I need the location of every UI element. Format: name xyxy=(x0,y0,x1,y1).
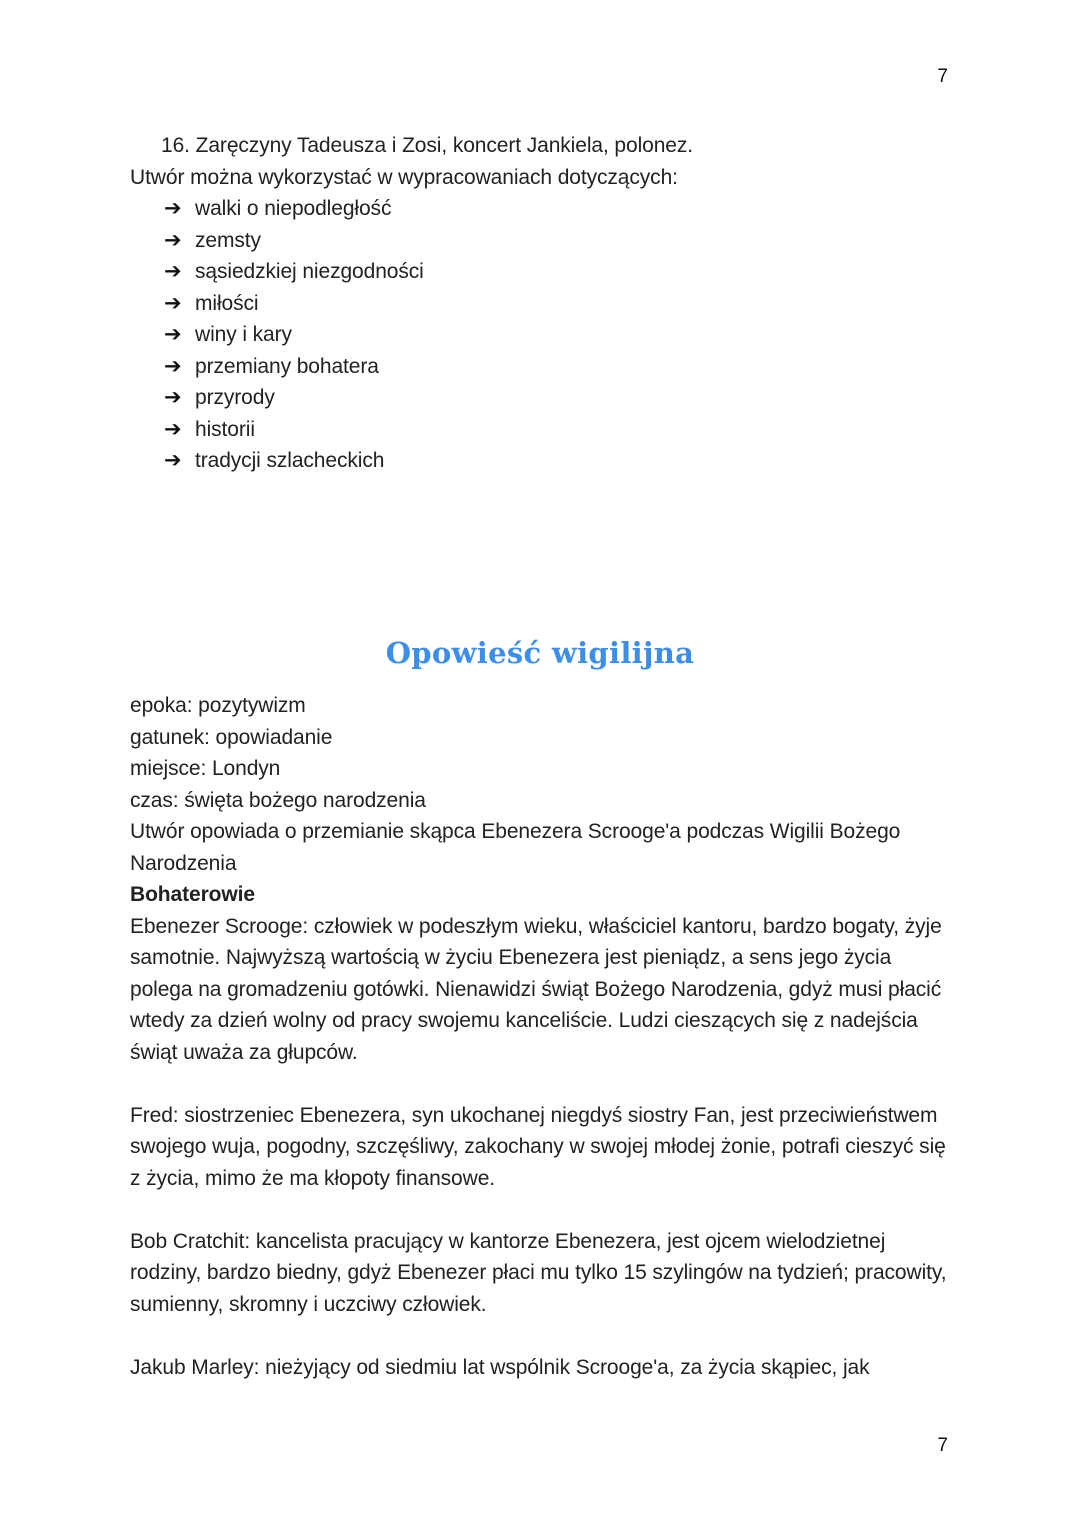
place-line: miejsce: Londyn xyxy=(130,757,281,780)
page-number-top: 7 xyxy=(937,66,948,87)
topic-text: zemsty xyxy=(195,228,261,252)
epoch-line: epoka: pozytywizm xyxy=(130,694,306,717)
genre-line: gatunek: opowiadanie xyxy=(130,725,333,749)
topic-text: historii xyxy=(195,417,255,441)
list-item xyxy=(164,288,950,320)
arrow-right-icon: ➔ xyxy=(164,260,182,283)
arrow-right-icon: ➔ xyxy=(164,417,182,441)
list-item xyxy=(164,319,950,351)
topic-text: przyrody xyxy=(195,386,275,409)
hero-paragraph: Fred: siostrzeniec Ebenezera, syn ukochanej niegdyś siostry Fan, jest przeciwieństwem swojego wuja, pogodny, szczęśliwy, zakochany w swojej młodej żonie, potrafi cieszyć się z życia, mimo że ma kłopoty finansowe. xyxy=(130,1103,946,1190)
topic-text: walki o niepodległość xyxy=(195,197,392,220)
arrow-right-icon: ➔ xyxy=(164,354,182,378)
paragraph-gap xyxy=(130,1194,950,1226)
list-item xyxy=(164,351,950,383)
arrow-right-icon: ➔ xyxy=(164,386,182,409)
list-item xyxy=(164,382,950,414)
heroes-heading: Bohaterowie xyxy=(130,883,255,906)
section-opowiesc-wigilijna xyxy=(130,690,950,1383)
paragraph-gap xyxy=(130,1068,950,1100)
topic-text: miłości xyxy=(195,291,259,315)
hero-paragraph: Jakub Marley: nieżyjący od siedmiu lat wspólnik Scrooge'a, za życia skąpiec, jak xyxy=(130,1355,870,1379)
topics-list xyxy=(130,193,950,477)
arrow-right-icon: ➔ xyxy=(164,449,182,472)
topic-text: tradycji szlacheckich xyxy=(195,449,385,472)
topic-text: sąsiedzkiej niezgodności xyxy=(195,260,424,283)
page-number-bottom: 7 xyxy=(937,1435,948,1456)
hero-paragraph: Ebenezer Scrooge: człowiek w podeszłym wieku, właściciel kantoru, bardzo bogaty, żyje samotnie. Najwyższą wartością w życiu Ebenezera jest pieniądz, a sens jego życia polega na gromadzeniu gotówki. Nienawidzi świąt Bożego Narodzenia, gdyż musi płacić wtedy za dzień wolny od pracy swojemu kanceliście. Ludzi cieszących się z nadejścia świąt uważa za głupców. xyxy=(130,914,942,1064)
paragraph-gap xyxy=(130,1320,950,1352)
section-title: Opowieść wigilijna xyxy=(385,636,695,670)
list-item xyxy=(164,256,950,288)
arrow-right-icon: ➔ xyxy=(164,197,182,220)
arrow-right-icon: ➔ xyxy=(164,323,182,346)
time-line: czas: święta bożego narodzenia xyxy=(130,788,426,812)
numbered-item: 16. Zaręczyny Tadeusza i Zosi, koncert Jankiela, polonez. xyxy=(161,134,694,157)
topic-text: przemiany bohatera xyxy=(195,354,379,378)
topic-text: winy i kary xyxy=(195,323,292,346)
summary-paragraph: Utwór opowiada o przemianie skąpca Ebenezera Scrooge'a podczas Wigilii Bożego Narodzenia xyxy=(130,820,901,875)
list-item xyxy=(164,225,950,257)
list-item xyxy=(164,445,950,477)
arrow-right-icon: ➔ xyxy=(164,291,182,315)
list-item xyxy=(164,193,950,225)
hero-paragraph: Bob Cratchit: kancelista pracujący w kantorze Ebenezera, jest ojcem wielodzietnej rodziny, bardzo biedny, gdyż Ebenezer płaci mu tylko 15 szylingów na tydzień; pracowity, sumienny, skromny i uczciwy człowiek. xyxy=(130,1229,947,1316)
arrow-right-icon: ➔ xyxy=(164,228,182,252)
usage-intro: Utwór można wykorzystać w wypracowaniach dotyczących: xyxy=(130,165,678,189)
section-pan-tadeusz-end xyxy=(130,130,950,477)
list-item xyxy=(164,414,950,446)
